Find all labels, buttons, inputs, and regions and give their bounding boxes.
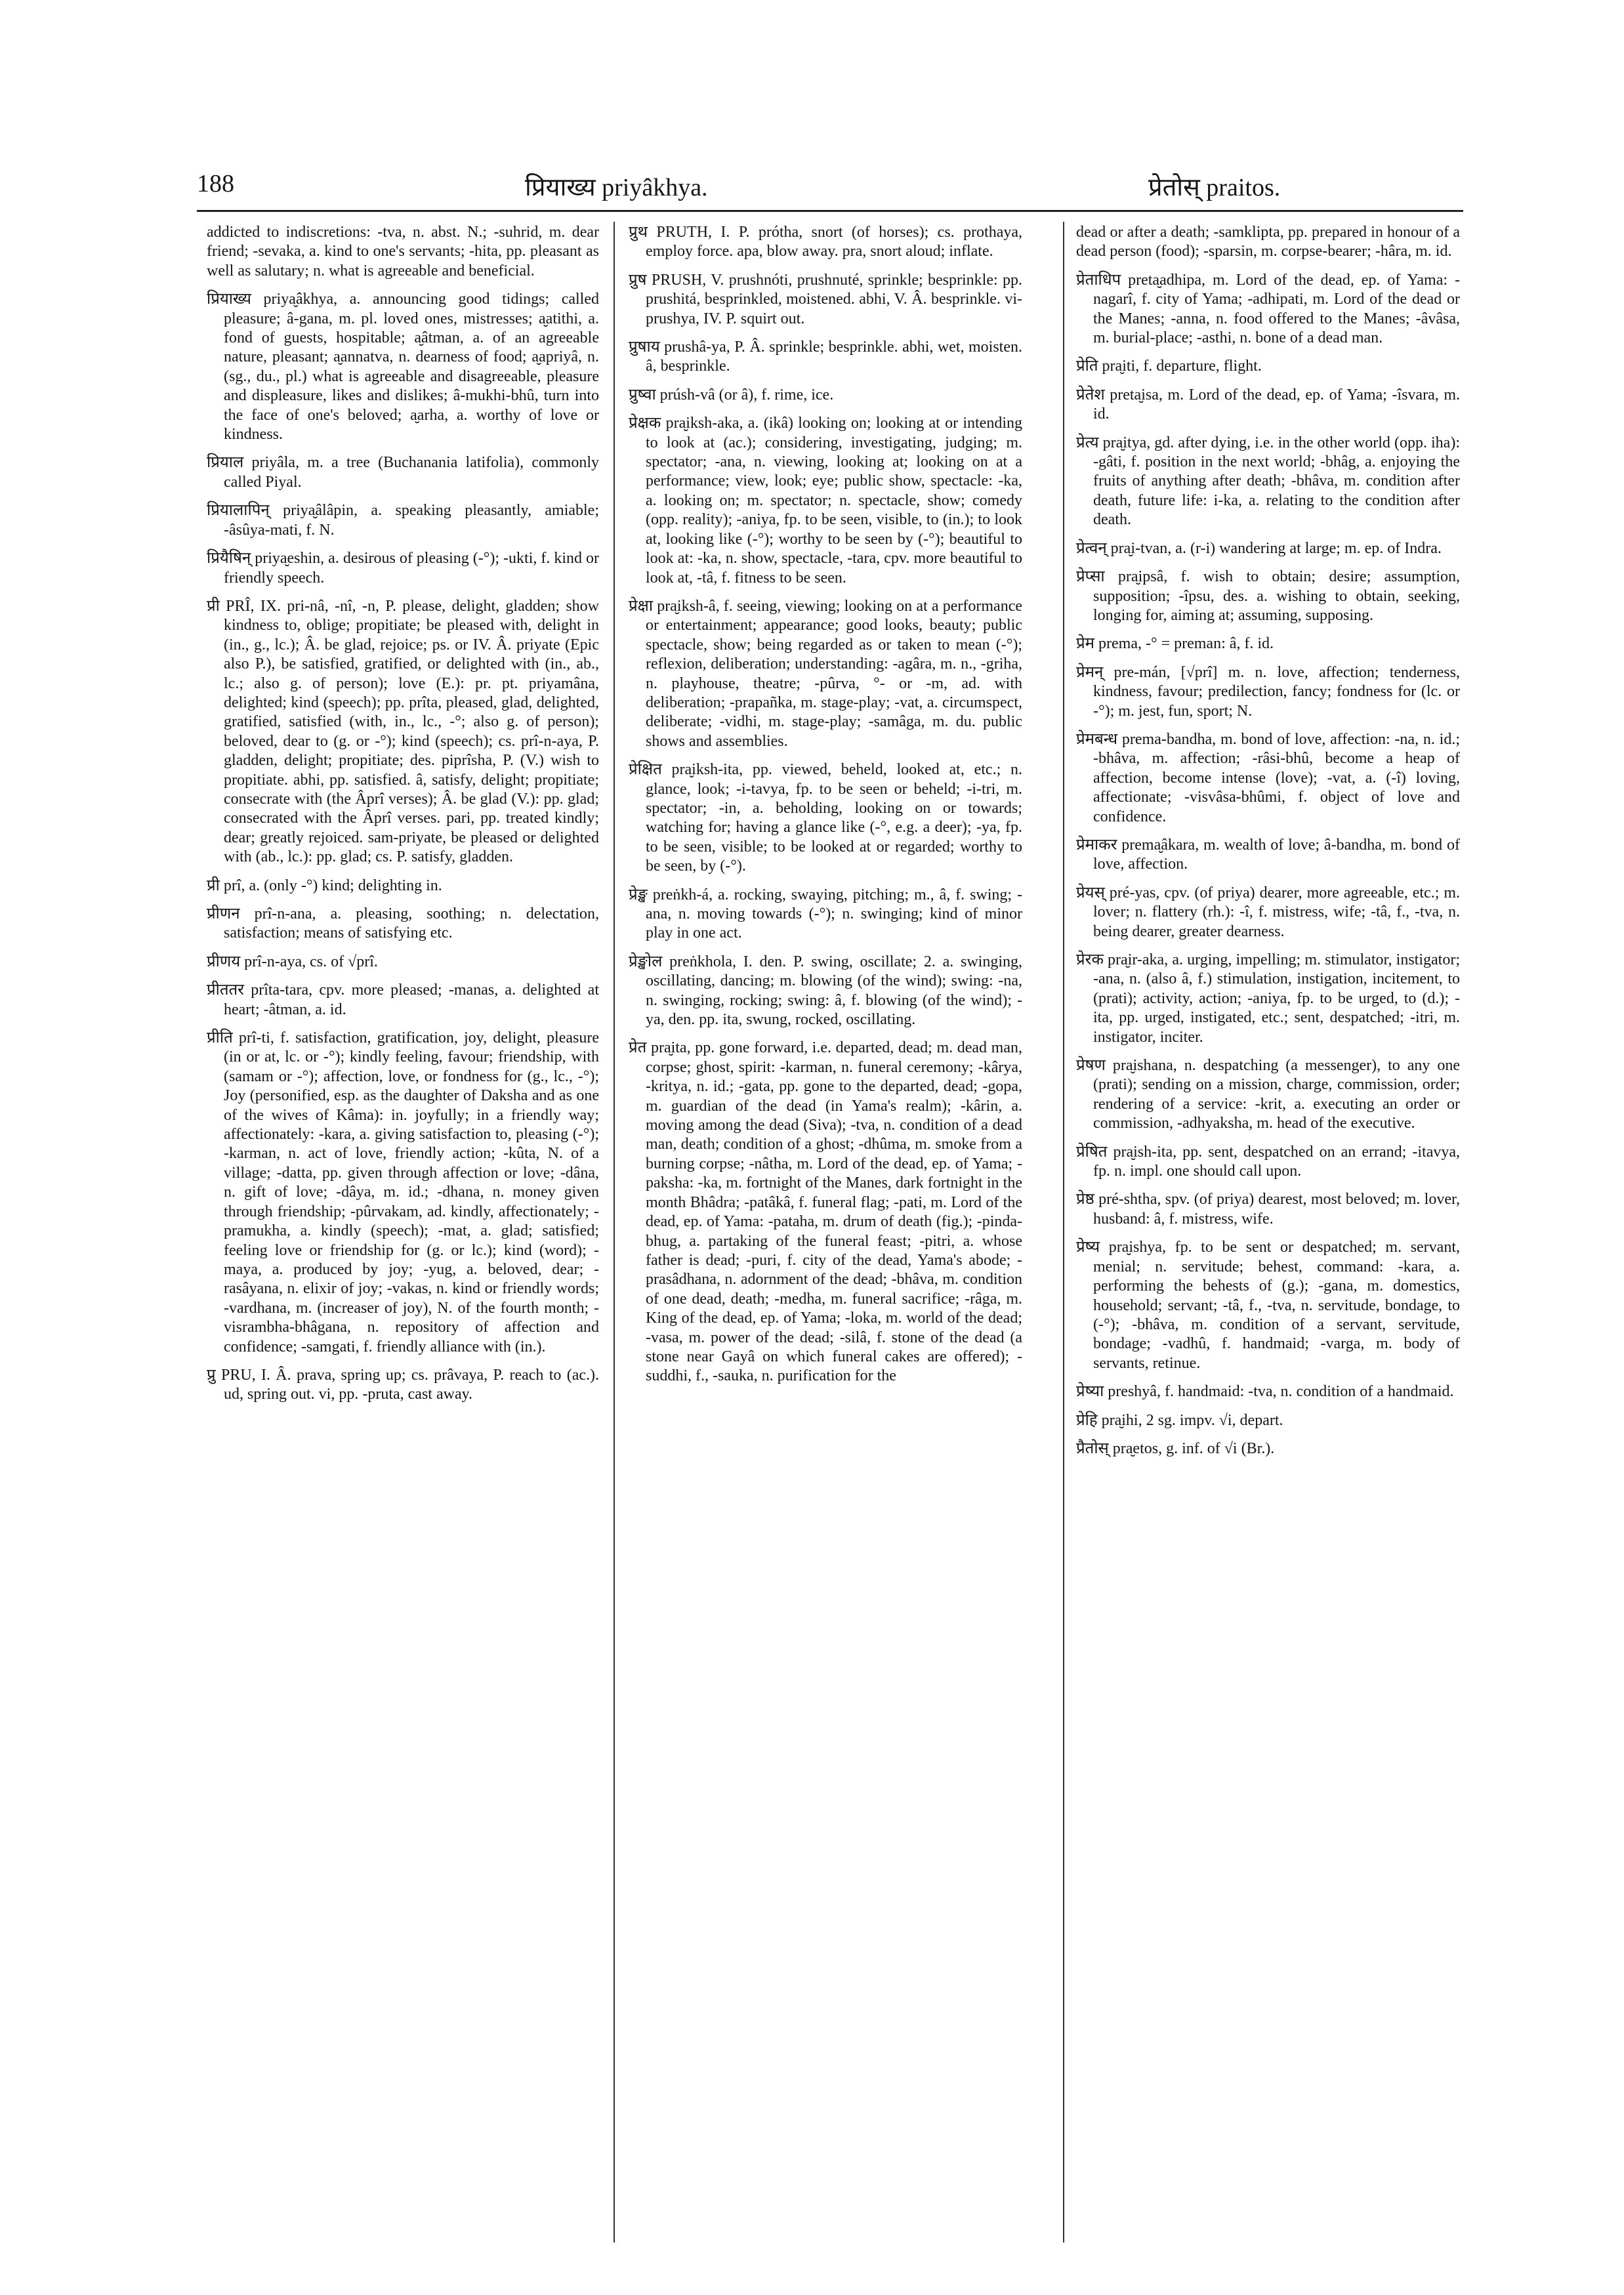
dictionary-entry: प्रियालापिन् priya̮âlâpin, a. speaking pleasantly, amiable; -âsûya-mati, f. N.: [207, 502, 599, 539]
dictionary-entry: प्रियाख्य priya̮âkhya, a. announcing good tidings; called pleasure; â-gana, m. pl. loved ones, mistresses; a̮atithi, a. fond of guests, hospitable; a̮âtman, a. of an agreeable nature, pleasant; a̮annatva, n. dearness of food; a̮apriyâ, n. (sg., du., pl.) what is agreeable and disagreeable, pleasure and displeasure, likes and dislikes; â-mukhi-bhû, turn into the face of one's beloved; a̮arha, a. worthy of love or kindness.: [207, 291, 599, 444]
running-head-left: प्रियाख्य priyâkhya.: [525, 174, 708, 201]
dictionary-entry: प्रेतेश preta̮isa, m. Lord of the dead, ep. of Yama; -îsvara, m. id.: [1076, 386, 1460, 423]
dictionary-entry: प्रीणन prî-n-ana, a. pleasing, soothing; n. delectation, satisfaction; means of satisfying etc.: [207, 905, 599, 942]
dictionary-entry: प्रेक्षित pra̮iksh-ita, pp. viewed, beheld, looked at, etc.; n. glance, look; -i-tavya, fp. to be seen or beheld; -i-tri, m. spectator; -in, a. beholding, looking on or towards; watching for; having a glance like (-°, e.g. a deer); -ya, fp. to be seen, visible; to be looked at or regarded; worthy to be seen, by (-°).: [629, 761, 1022, 875]
dictionary-entry: प्रेहि pra̮ihi, 2 sg. impv. √i, depart.: [1076, 1411, 1283, 1429]
dictionary-entry: प्रेङ्खोल preṅkhola, I. den. P. swing, oscillate; 2. a. swinging, oscillating, dancing; m. blowing (of the wind); swing: -na, n. swinging, rocking; swing: â, f. blowing (of the wind); -ya, den. pp. ita, swung, rocked, oscillating.: [629, 953, 1022, 1029]
dictionary-entry: addicted to indiscretions: -tva, n. abst. N.; -suhrid, m. dear friend; -sevaka, a. kind to one's servants; -hita, pp. pleasant as well as salutary; n. what is agreeable and beneficial.: [207, 224, 599, 279]
dictionary-entry: प्रीणय prî-n-aya, cs. of √prî.: [207, 953, 378, 970]
dictionary-entry: प्रेमबन्ध prema-bandha, m. bond of love, affection: -na, n. id.; -bhâva, m. affection; -râsi-bhû, become a heap of affection, become intense (love); -vat, a. (-î) loving, affectionate; -visvâsa-bhûmi, f. object of love and confidence.: [1076, 730, 1460, 825]
dictionary-entry: प्रु PRU, I. Â. prava, spring up; cs. prâvaya, P. reach to (ac.). ud, spring out. vi, pp. -pruta, cast away.: [207, 1366, 599, 1403]
dictionary-entry: प्रियाल priyâla, m. a tree (Buchanania latifolia), commonly called Piyal.: [207, 454, 599, 491]
column-divider: [1063, 222, 1064, 2243]
dictionary-entry: प्रियैषिन् priya̮eshin, a. desirous of pleasing (-°); -ukti, f. kind or friendly speech.: [207, 550, 599, 587]
dictionary-entry: प्रुष्वा prúsh-vâ (or â), f. rime, ice.: [629, 386, 834, 403]
running-head-right: प्रेतोस् praitos.: [1148, 174, 1281, 201]
dictionary-entry: प्रेषित pra̮ish-ita, pp. sent, despatched on an errand; -itavya, fp. n. impl. one should call upon.: [1076, 1143, 1460, 1180]
dictionary-column-3: [1076, 223, 1460, 2244]
dictionary-entry: प्री PRÎ, IX. pri-nâ, -nî, -n, P. please, delight, gladden; show kindness to, oblige; propitiate; be pleased with, delight in (in., g., lc.); Â. be glad, rejoice; ps. or IV. Â. priyate (Epic also P.), be satisfied, gratified, or delighted with (in., ab., lc.; also g. of person); love (E.): pr. pt. priyamâna, delighted; kind (speech); pp. prîta, pleased, glad, delighted, gratified, satisfied (with, in., lc., -°; also g. of person); beloved, dear to (g. or -°); kind (speech); cs. prî-n-aya, P. gladden, delight; propitiate; des. piprîsha, P. (V.) wish to propitiate. abhi, pp. satisfied. â, satisfy, delight; propitiate; consecrate with (the Âprî verses); Â. be glad (V.): pp. glad; consecrated with the Âprî verses. pari, pp. treated kindly; dear; greatly rejoiced. sam-priyate, be pleased or delighted with (ab., lc.): pp. glad; cs. P. satisfy, gladden.: [207, 597, 599, 866]
dictionary-entry: प्रेम prema, -° = preman: â, f. id.: [1076, 635, 1274, 653]
column-divider: [614, 222, 615, 2243]
dictionary-entry: प्रेत्वन् pra̮i-tvan, a. (r-i) wandering at large; m. ep. of Indra.: [1076, 539, 1442, 557]
dictionary-entry: प्रेष्या preshyâ, f. handmaid: -tva, n. condition of a handmaid.: [1076, 1383, 1454, 1401]
dictionary-entry: प्रीति prî-ti, f. satisfaction, gratification, joy, delight, pleasure (in or at, lc. or -°); kindly feeling, favour; friendship, with (samam or -°); affection, love, or fondness for (g., lc., -°); Joy (personified, esp. as the daughter of Daksha and as one of the wives of Kâma): in. joyfully; in a friendly way; affectionately: -kara, a. giving satisfaction to, pleasing (-°); -karman, n. act of love, friendly action; -kûta, N. of a village; -datta, pp. given through affection or love; -dâna, n. gift of love; -dâya, m. id.; -dhana, n. money given through friendship; -pûrvakam, ad. kindly, affectionately; -pramukha, a. kindly (speech); -mat, a. glad; satisfied; feeling love or friendship for (g. or lc.); kind (word); -maya, a. produced by joy; -yug, a. beloved, dear; -rasâyana, n. elixir of joy; -vakas, n. kind or friendly words; -vardhana, m. (increaser of joy), N. of the fourth month; -visrambha-bhâgana, n. repository of affection and confidence; -samgati, f. friendly alliance with (in.).: [207, 1029, 599, 1355]
dictionary-entry: dead or after a death; -samklipta, pp. prepared in honour of a dead person (food); -sparsin, m. corpse-bearer; -hâra, m. id.: [1076, 224, 1460, 260]
dictionary-entry: प्रीततर prîta-tara, cpv. more pleased; -manas, a. delighted at heart; -âtman, a. id.: [207, 982, 599, 1018]
dictionary-entry: प्रेताधिप preta̮adhipa, m. Lord of the dead, ep. of Yama: -nagarî, f. city of Yama; -adhipati, m. Lord of the dead or the Manes; -anna, n. food offered to the Manes; -âvâsa, m. burial-place; -asthi, n. bone of a dead man.: [1076, 271, 1460, 347]
dictionary-entry: प्रेष्ठ pré-shtha, spv. (of priya) dearest, most beloved; m. lover, husband: â, f. mistress, wife.: [1076, 1191, 1460, 1228]
dictionary-entry: प्रुषाय prushâ-ya, P. Â. sprinkle; besprinkle. abhi, wet, moisten. â, besprinkle.: [629, 339, 1022, 375]
page-header: [197, 169, 1463, 209]
dictionary-entry: प्रेक्षक pra̮iksh-aka, a. (ikâ) looking on; looking at or intending to look at (ac.); considering, investigating, judging; m. spectator; -ana, n. viewing, looking at; looking on at a performance; view, look; eye; public show, spectacle: -ka, a. looking on; m. spectator; n. spectacle, show; comedy (opp. reality); -aniya, fp. to be seen, visible, to (in.); to look at, looking like (-°); worthy to be seen by (-°); beautiful to look at: -ka, n. show, spectacle, -tara, cpv. more beautiful to look at, -tâ, f. fitness to be seen.: [629, 415, 1022, 587]
dictionary-entry: प्रेषण pra̮ishana, n. despatching (a messenger), to any one (prati); sending on a mission, charge, commission, order; rendering of a service: -krit, a. executing an order or commission, -adhyaksha, m. head of the executive.: [1076, 1057, 1460, 1132]
page-number: 188: [197, 170, 234, 197]
dictionary-entry: प्रेप्सा pra̮ipsâ, f. wish to obtain; desire; assumption, supposition; -îpsu, des. a. wishing to obtain, seeking, longing for, aiming at; assuming, supposing.: [1076, 568, 1460, 624]
dictionary-entry: प्रैतोस् pra̮etos, g. inf. of √i (Br.).: [1076, 1439, 1275, 1457]
dictionary-entry: प्रेमन् pre-mán, [√prî] m. n. love, affection; tenderness, kindness, favour; predilection, fancy; fondness for (lc. or -°); m. jest, fun, sport; N.: [1076, 663, 1460, 720]
dictionary-entry: प्रुष PRUSH, V. prushnóti, prushnuté, sprinkle; besprinkle: pp. prushitá, besprinkled, moistened. abhi, V. Â. besprinkle. vi-prushya, IV. P. squirt out.: [629, 271, 1022, 327]
dictionary-entry: प्रेङ्ख preṅkh-á, a. rocking, swaying, pitching; m., â, f. swing; -ana, n. moving towards (-°); n. swinging; kind of minor play in one act.: [629, 886, 1022, 942]
dictionary-entry: प्रेष्य pra̮ishya, fp. to be sent or despatched; m. servant, menial; n. servitude; behest, command: -kara, a. performing the behests of (g.); -gana, m. domestics, household; servant; -tâ, f., -tva, n. servitude, bondage, to (-°); -bhâva, m. condition of a servant, servitude, bondage; -vadhû, f. handmaid; -varga, m. body of servants, retinue.: [1076, 1239, 1460, 1372]
dictionary-entry: प्रुथ PRUTH, I. P. prótha, snort (of horses); cs. prothaya, employ force. apa, blow away. pra, snort aloud; inflate.: [629, 224, 1022, 260]
dictionary-entry: प्रेत्य pra̮itya, gd. after dying, i.e. in the other world (opp. iha): -gâti, f. position in the next world; -bhâg, a. enjoying the fruits of anything after death; -bhâva, m. condition after death, future life: i-ka, a. relating to the condition after death.: [1076, 434, 1460, 529]
dictionary-entry: प्रेति pra̮iti, f. departure, flight.: [1076, 358, 1262, 375]
dictionary-column-2: [629, 223, 1022, 2244]
dictionary-entry: प्रेक्षा pra̮iksh-â, f. seeing, viewing; looking on at a performance or entertainment; appearance; good looks, beauty; public spectacle, show; being regarded as or taken to mean (-°); reflexion, deliberation; understanding: -agâra, m. n., -griha, n. playhouse, theatre; -pûrva, °- or -m, ad. with deliberation; -prapañka, m. stage-play; -vat, a. circumspect, deliberate; -vidhi, m. stage-play; -samâga, m. du. public shows and assemblies.: [629, 597, 1022, 750]
header-rule: [197, 210, 1463, 212]
dictionary-entry: प्रेयस् pré-yas, cpv. (of priya) dearer, more agreeable, etc.; m. lover; n. flattery (rh.): -î, f. mistress, wife; -tâ, f., -tva, n. being dearer, greater dearness.: [1076, 884, 1460, 940]
dictionary-entry: प्री prî, a. (only -°) kind; delighting in.: [207, 877, 442, 894]
dictionary-entry: प्रेमाकर prema̮âkara, m. wealth of love; â-bandha, m. bond of love, affection.: [1076, 836, 1460, 873]
dictionary-column-1: [207, 223, 599, 2244]
dictionary-entry: प्रेरक pra̮ir-aka, a. urging, impelling; m. stimulator, instigator; -ana, n. (also â, f.) stimulation, instigation, incitement, to (prati); activity, action; -aniya, fp. to be urged, to (d.); -ita, pp. urged, instigated, etc.; sent, despatched; -itri, m. instigator, inciter.: [1076, 951, 1460, 1046]
dictionary-entry: प्रेत pra̮ita, pp. gone forward, i.e. departed, dead; m. dead man, corpse; ghost, spirit: -karman, n. funeral ceremony; -kârya, -kritya, n. id.; -gata, pp. gone to the departed, dead; -gopa, m. guardian of the dead (in Yama's realm); -kârin, a. moving among the dead (Siva); -tva, n. condition of a dead man, death; condition of a ghost; -dhûma, m. smoke from a burning corpse; -nâtha, m. Lord of the dead, ep. of Yama; -paksha: -ka, m. fortnight of the Manes, dark fortnight in the month Bhâdra; -patâkâ, f. funeral flag; -pati, m. Lord of the dead, ep. of Yama: -pataha, m. drum of death (fig.); -pinda-bhug, a. partaking of the funeral feast; -pitri, a. whose father is dead; -puri, f. city of the dead, Yama's abode; -prasâdhana, n. adornment of the dead; -bhâva, m. condition of one dead, death; -medha, m. funeral sacrifice; -râga, m. King of the dead, ep. of Yama; -loka, m. world of the dead; -vasa, m. power of the dead; -silâ, f. stone of the dead (a stone near Gayâ on which funeral cakes are offered); -suddhi, f., -sauka, n. purification for the: [629, 1039, 1022, 1385]
